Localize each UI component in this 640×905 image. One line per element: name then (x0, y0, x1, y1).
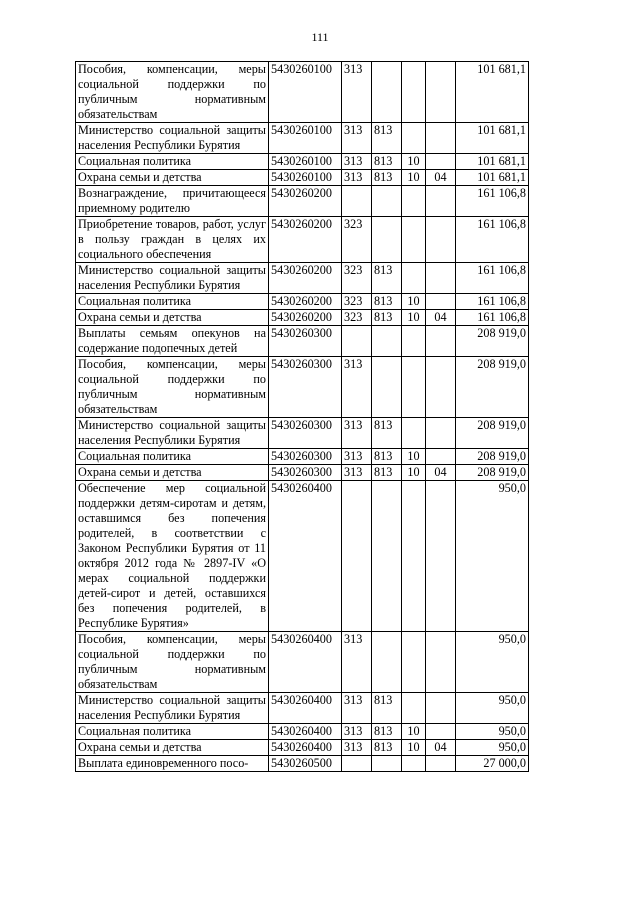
row-grbs-cell: 323 (342, 263, 372, 294)
row-pr-cell (426, 217, 456, 263)
table-row (76, 357, 529, 418)
row-name-cell: Пособия, компенсации, меры социальной поддержки по публичным нормативным обязательствам (76, 62, 269, 123)
row-pr-cell (426, 154, 456, 170)
row-grbs-cell: 313 (342, 740, 372, 756)
row-rz-cell: 10 (402, 465, 426, 481)
row-grbs-cell: 313 (342, 465, 372, 481)
budget-table (75, 61, 529, 772)
row-sum-cell: 27 000,0 (456, 756, 529, 772)
row-rz-cell (402, 632, 426, 693)
row-code-cell: 5430260400 (269, 632, 342, 693)
row-sum-cell: 161 106,8 (456, 217, 529, 263)
row-grbs-cell: 313 (342, 632, 372, 693)
row-pr-cell: 04 (426, 465, 456, 481)
row-pr-cell (426, 326, 456, 357)
row-sum-cell: 101 681,1 (456, 62, 529, 123)
page-number: 111 (311, 30, 329, 44)
row-name-cell: Пособия, компенсации, меры социальной поддержки по публичным нормативным обязательствам (76, 632, 269, 693)
row-pr-cell: 04 (426, 310, 456, 326)
row-rz-cell (402, 693, 426, 724)
row-pr-cell: 04 (426, 170, 456, 186)
row-rz-cell: 10 (402, 310, 426, 326)
row-pr-cell (426, 449, 456, 465)
row-name-cell: Охрана семьи и детства (76, 170, 269, 186)
table-row (76, 123, 529, 154)
row-rz-cell: 10 (402, 724, 426, 740)
row-name-cell: Выплата единовременного посо- (76, 756, 269, 772)
row-grbs-cell: 313 (342, 418, 372, 449)
row-vr-cell (372, 326, 402, 357)
row-pr-cell: 04 (426, 740, 456, 756)
row-pr-cell (426, 724, 456, 740)
row-vr-cell: 813 (372, 170, 402, 186)
row-code-cell: 5430260200 (269, 186, 342, 217)
table-row (76, 632, 529, 693)
row-code-cell: 5430260400 (269, 724, 342, 740)
row-sum-cell: 950,0 (456, 724, 529, 740)
row-vr-cell (372, 62, 402, 123)
row-sum-cell: 161 106,8 (456, 294, 529, 310)
table-row (76, 740, 529, 756)
row-code-cell: 5430260400 (269, 740, 342, 756)
row-pr-cell (426, 693, 456, 724)
row-rz-cell (402, 62, 426, 123)
row-grbs-cell: 313 (342, 693, 372, 724)
table-row (76, 465, 529, 481)
row-rz-cell (402, 756, 426, 772)
row-sum-cell: 950,0 (456, 693, 529, 724)
table-row (76, 186, 529, 217)
row-sum-cell: 208 919,0 (456, 357, 529, 418)
row-sum-cell: 950,0 (456, 481, 529, 632)
row-code-cell: 5430260300 (269, 465, 342, 481)
row-vr-cell: 813 (372, 740, 402, 756)
row-name-cell: Вознаграждение, причитающееся приемному родителю (76, 186, 269, 217)
row-name-cell: Обеспечение мер социальной поддержки детям-сиротам и детям, оставшимся без попечения родителей, в соответствии с Законом Республики Бурятия от 11 октября 2012 года № 2897-IV «О мерах социальной поддержки детей-сирот и детей, оставшихся без попечения родителей, в Республике Бурятия» (76, 481, 269, 632)
row-rz-cell (402, 186, 426, 217)
row-rz-cell (402, 357, 426, 418)
row-pr-cell (426, 357, 456, 418)
row-vr-cell (372, 481, 402, 632)
row-pr-cell (426, 481, 456, 632)
row-pr-cell (426, 632, 456, 693)
row-vr-cell: 813 (372, 418, 402, 449)
row-code-cell: 5430260500 (269, 756, 342, 772)
row-code-cell: 5430260300 (269, 357, 342, 418)
row-vr-cell: 813 (372, 693, 402, 724)
row-vr-cell: 813 (372, 449, 402, 465)
row-name-cell: Министерство социальной защиты населения Республики Бурятия (76, 123, 269, 154)
row-code-cell: 5430260400 (269, 481, 342, 632)
table-row (76, 170, 529, 186)
row-pr-cell (426, 123, 456, 154)
row-name-cell: Социальная политика (76, 449, 269, 465)
row-name-cell: Министерство социальной защиты населения Республики Бурятия (76, 693, 269, 724)
row-code-cell: 5430260300 (269, 449, 342, 465)
row-name-cell: Охрана семьи и детства (76, 740, 269, 756)
row-rz-cell (402, 418, 426, 449)
row-grbs-cell (342, 186, 372, 217)
row-grbs-cell: 313 (342, 449, 372, 465)
row-pr-cell (426, 62, 456, 123)
row-sum-cell: 950,0 (456, 740, 529, 756)
row-name-cell: Охрана семьи и детства (76, 310, 269, 326)
row-sum-cell: 161 106,8 (456, 310, 529, 326)
row-code-cell: 5430260100 (269, 170, 342, 186)
row-grbs-cell: 313 (342, 62, 372, 123)
row-rz-cell: 10 (402, 449, 426, 465)
row-grbs-cell: 323 (342, 217, 372, 263)
row-rz-cell (402, 217, 426, 263)
row-grbs-cell: 313 (342, 123, 372, 154)
row-rz-cell: 10 (402, 170, 426, 186)
row-grbs-cell (342, 481, 372, 632)
row-code-cell: 5430260200 (269, 294, 342, 310)
row-name-cell: Социальная политика (76, 154, 269, 170)
row-vr-cell (372, 632, 402, 693)
row-pr-cell (426, 186, 456, 217)
table-row (76, 217, 529, 263)
row-rz-cell (402, 481, 426, 632)
row-code-cell: 5430260300 (269, 418, 342, 449)
row-name-cell: Министерство социальной защиты населения Республики Бурятия (76, 263, 269, 294)
row-rz-cell: 10 (402, 154, 426, 170)
row-vr-cell: 813 (372, 310, 402, 326)
row-sum-cell: 161 106,8 (456, 186, 529, 217)
row-code-cell: 5430260100 (269, 62, 342, 123)
row-pr-cell (426, 418, 456, 449)
row-rz-cell (402, 123, 426, 154)
row-vr-cell (372, 186, 402, 217)
row-vr-cell (372, 756, 402, 772)
row-grbs-cell (342, 326, 372, 357)
row-name-cell: Социальная политика (76, 724, 269, 740)
table-row (76, 294, 529, 310)
row-code-cell: 5430260200 (269, 263, 342, 294)
row-sum-cell: 950,0 (456, 632, 529, 693)
row-sum-cell: 101 681,1 (456, 123, 529, 154)
row-code-cell: 5430260200 (269, 217, 342, 263)
row-name-cell: Приобретение товаров, работ, услуг в пользу граждан в целях их социального обеспечения (76, 217, 269, 263)
row-sum-cell: 208 919,0 (456, 449, 529, 465)
row-name-cell: Социальная политика (76, 294, 269, 310)
table-row (76, 62, 529, 123)
table-row (76, 481, 529, 632)
row-grbs-cell: 323 (342, 310, 372, 326)
row-vr-cell: 813 (372, 465, 402, 481)
row-code-cell: 5430260300 (269, 326, 342, 357)
row-vr-cell (372, 217, 402, 263)
row-rz-cell (402, 326, 426, 357)
row-rz-cell: 10 (402, 294, 426, 310)
row-name-cell: Пособия, компенсации, меры социальной поддержки по публичным нормативным обязательствам (76, 357, 269, 418)
row-vr-cell: 813 (372, 294, 402, 310)
row-pr-cell (426, 756, 456, 772)
row-grbs-cell: 313 (342, 724, 372, 740)
table-row (76, 449, 529, 465)
row-vr-cell: 813 (372, 724, 402, 740)
row-grbs-cell: 323 (342, 294, 372, 310)
row-code-cell: 5430260100 (269, 123, 342, 154)
table-row (76, 756, 529, 772)
row-sum-cell: 208 919,0 (456, 418, 529, 449)
table-row (76, 326, 529, 357)
row-pr-cell (426, 263, 456, 294)
row-sum-cell: 208 919,0 (456, 326, 529, 357)
table-row (76, 154, 529, 170)
table-row (76, 724, 529, 740)
row-name-cell: Охрана семьи и детства (76, 465, 269, 481)
row-grbs-cell: 313 (342, 357, 372, 418)
row-vr-cell: 813 (372, 123, 402, 154)
row-name-cell: Министерство социальной защиты населения Республики Бурятия (76, 418, 269, 449)
row-vr-cell (372, 357, 402, 418)
row-grbs-cell: 313 (342, 154, 372, 170)
table-row (76, 263, 529, 294)
row-sum-cell: 101 681,1 (456, 154, 529, 170)
table-row (76, 310, 529, 326)
row-grbs-cell: 313 (342, 170, 372, 186)
row-code-cell: 5430260400 (269, 693, 342, 724)
row-pr-cell (426, 294, 456, 310)
table-row (76, 418, 529, 449)
row-vr-cell: 813 (372, 263, 402, 294)
row-code-cell: 5430260200 (269, 310, 342, 326)
table-row (76, 693, 529, 724)
row-grbs-cell (342, 756, 372, 772)
row-code-cell: 5430260100 (269, 154, 342, 170)
row-rz-cell (402, 263, 426, 294)
row-sum-cell: 208 919,0 (456, 465, 529, 481)
row-sum-cell: 101 681,1 (456, 170, 529, 186)
budget-table-body (76, 62, 529, 772)
row-name-cell: Выплаты семьям опекунов на содержание подопечных детей (76, 326, 269, 357)
row-sum-cell: 161 106,8 (456, 263, 529, 294)
row-rz-cell: 10 (402, 740, 426, 756)
row-vr-cell: 813 (372, 154, 402, 170)
